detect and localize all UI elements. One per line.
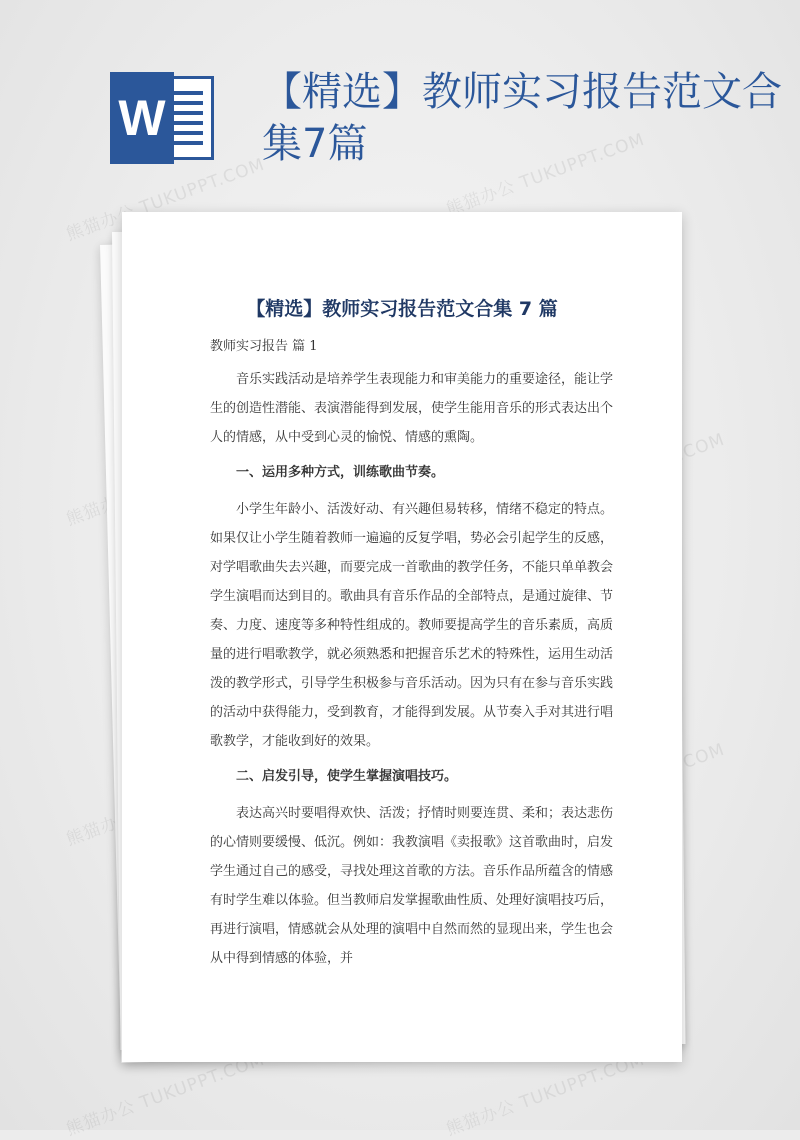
paragraph: 表达高兴时要唱得欢快、活泼；抒情时则要连贯、柔和；表达悲伤的心情则要缓慢、低沉。例如：我教演唱《卖报歌》这首歌曲时，启发学生通过自己的感受，寻找处理这首歌的方法。音乐作品所蕴含的情感有时学生难以体验。但当教师启发掌握歌曲性质、处理好演唱技巧后，再进行演唱，情感就会从处理的演唱中自然而然的显现出来，学生也会从中得到情感的体验，并 (210, 806, 614, 966)
paragraph: 音乐实践活动是培养学生表现能力和审美能力的重要途径，能让学生的创造性潜能、表演潜能得到发展，使学生能用音乐的形式表达出个人的情感，从中受到心灵的愉悦、情感的熏陶。 (210, 372, 614, 445)
header-title: 【精选】教师实习报告范文合集7篇 (262, 69, 782, 167)
word-badge: W (110, 72, 174, 164)
document-body (210, 332, 620, 979)
section-heading: 一、运用多种方式，训练歌曲节奏。 (236, 465, 445, 480)
word-document-icon (110, 72, 214, 164)
section-heading: 二、启发引导，使学生掌握演唱技巧。 (236, 769, 458, 784)
paragraph: 小学生年龄小、活泼好动、有兴趣但易转移，情绪不稳定的特点。如果仅让小学生随着教师一遍遍的反复学唱，势必会引起学生的反感，对学唱歌曲失去兴趣，而要完成一首歌曲的教学任务，不能只单单教会学生演唱而达到目的。歌曲具有音乐作品的全部特点，是通过旋律、节奏、力度、速度等多种特性组成的。教师要提高学生的音乐素质，高质量的进行唱歌教学，就必须熟悉和把握音乐艺术的特殊性，运用生动活泼的教学形式，引导学生积极参与音乐活动。因为只有在参与音乐实践的活动中获得能力，受到教育，才能得到发展。从节奏入手对其进行唱歌教学，才能收到好的效果。 (210, 502, 614, 749)
document-page (122, 212, 682, 1062)
section-subtitle: 教师实习报告 篇 1 (210, 339, 318, 354)
document-title: 【精选】教师实习报告范文合集 7 篇 (246, 298, 558, 320)
